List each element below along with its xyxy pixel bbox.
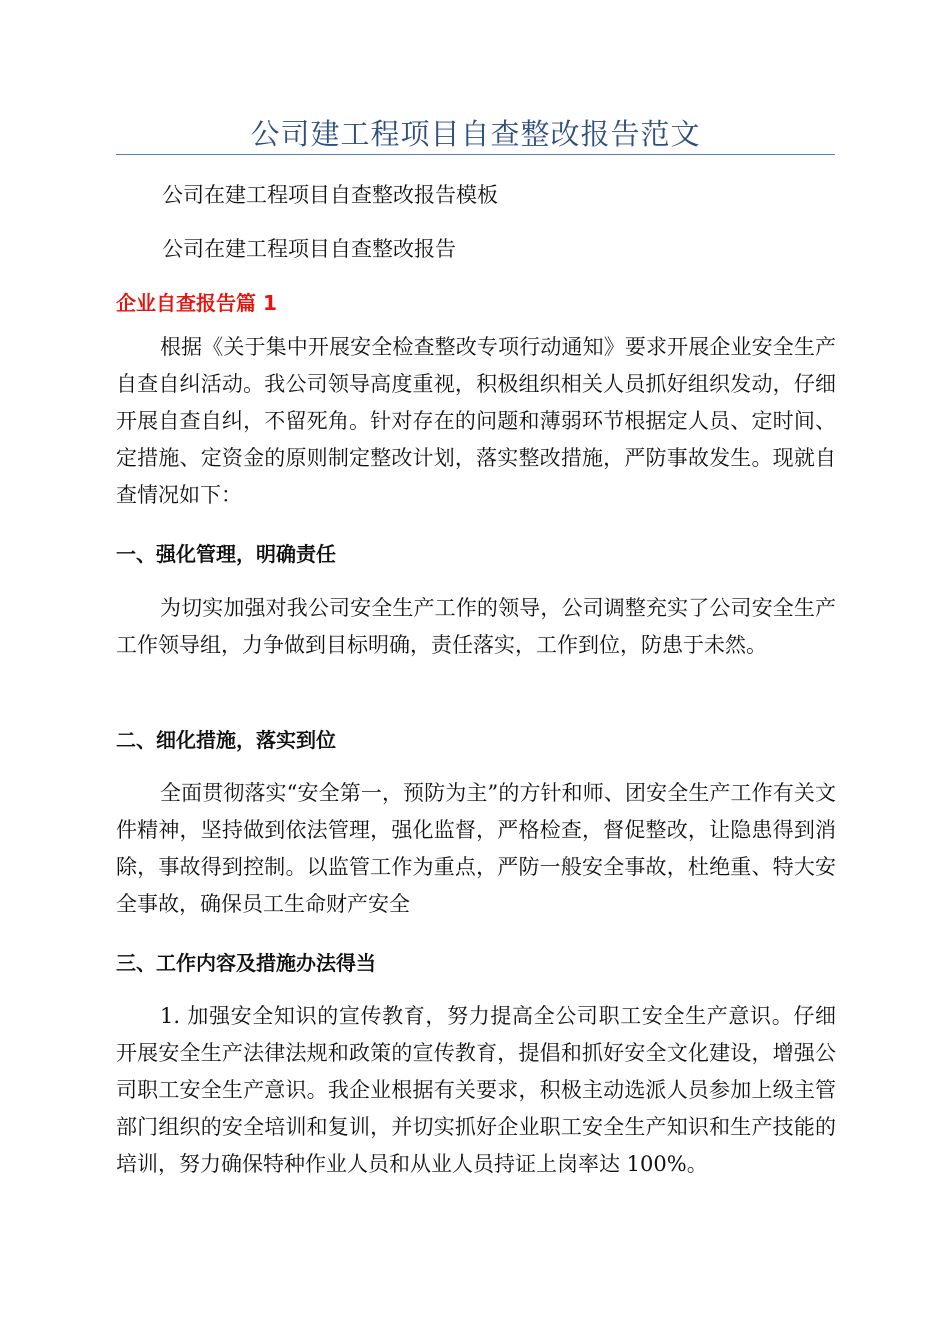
document-title: 公司建工程项目自查整改报告范文 [250,117,701,151]
section-body-1: 为切实加强对我公司安全生产工作的领导，公司调整充实了公司安全生产工作领导组，力争做到目标明确，责任落实，工作到位，防患于未然。 [116,596,836,657]
subtitle-template: 公司在建工程项目自查整改报告模板 [162,183,498,207]
subtitle-report: 公司在建工程项目自查整改报告 [162,237,456,261]
section-heading-2: 二、细化措施，落实到位 [116,728,336,752]
section-heading-1: 一、强化管理，明确责任 [116,542,336,566]
section-heading-3: 三、工作内容及措施办法得当 [116,951,376,975]
intro-paragraph: 根据《关于集中开展安全检查整改专项行动通知》要求开展企业安全生产自查自纠活动。我公司领导高度重视，积极组织相关人员抓好组织发动，仔细开展自查自纠，不留死角。针对存在的问题和薄弱环节根据定人员、定时间、定措施、定资金的原则制定整改计划，落实整改措施，严防事故发生。现就自查情况如下： [116,335,836,507]
title-underline [116,154,835,155]
section-body-2: 全面贯彻落实“安全第一，预防为主”的方针和师、团安全生产工作有关文件精神，坚持做到依法管理，强化监督，严格检查，督促整改，让隐患得到消除，事故得到控制。以监管工作为重点，严防一般安全事故，杜绝重、特大安全事故，确保员工生命财产安全 [116,781,836,916]
chapter-heading: 企业自查报告篇 1 [116,291,277,315]
section-body-3: 1. 加强安全知识的宣传教育，努力提高全公司职工安全生产意识。仔细开展安全生产法律法规和政策的宣传教育，提倡和抓好安全文化建设，增强公司职工安全生产意识。我企业根据有关要求，积极主动选派人员参加上级主管部门组织的安全培训和复训，并切实抓好企业职工安全生产知识和生产技能的培训，努力确保特种作业人员和从业人员持证上岗率达 100%。 [116,1004,836,1176]
